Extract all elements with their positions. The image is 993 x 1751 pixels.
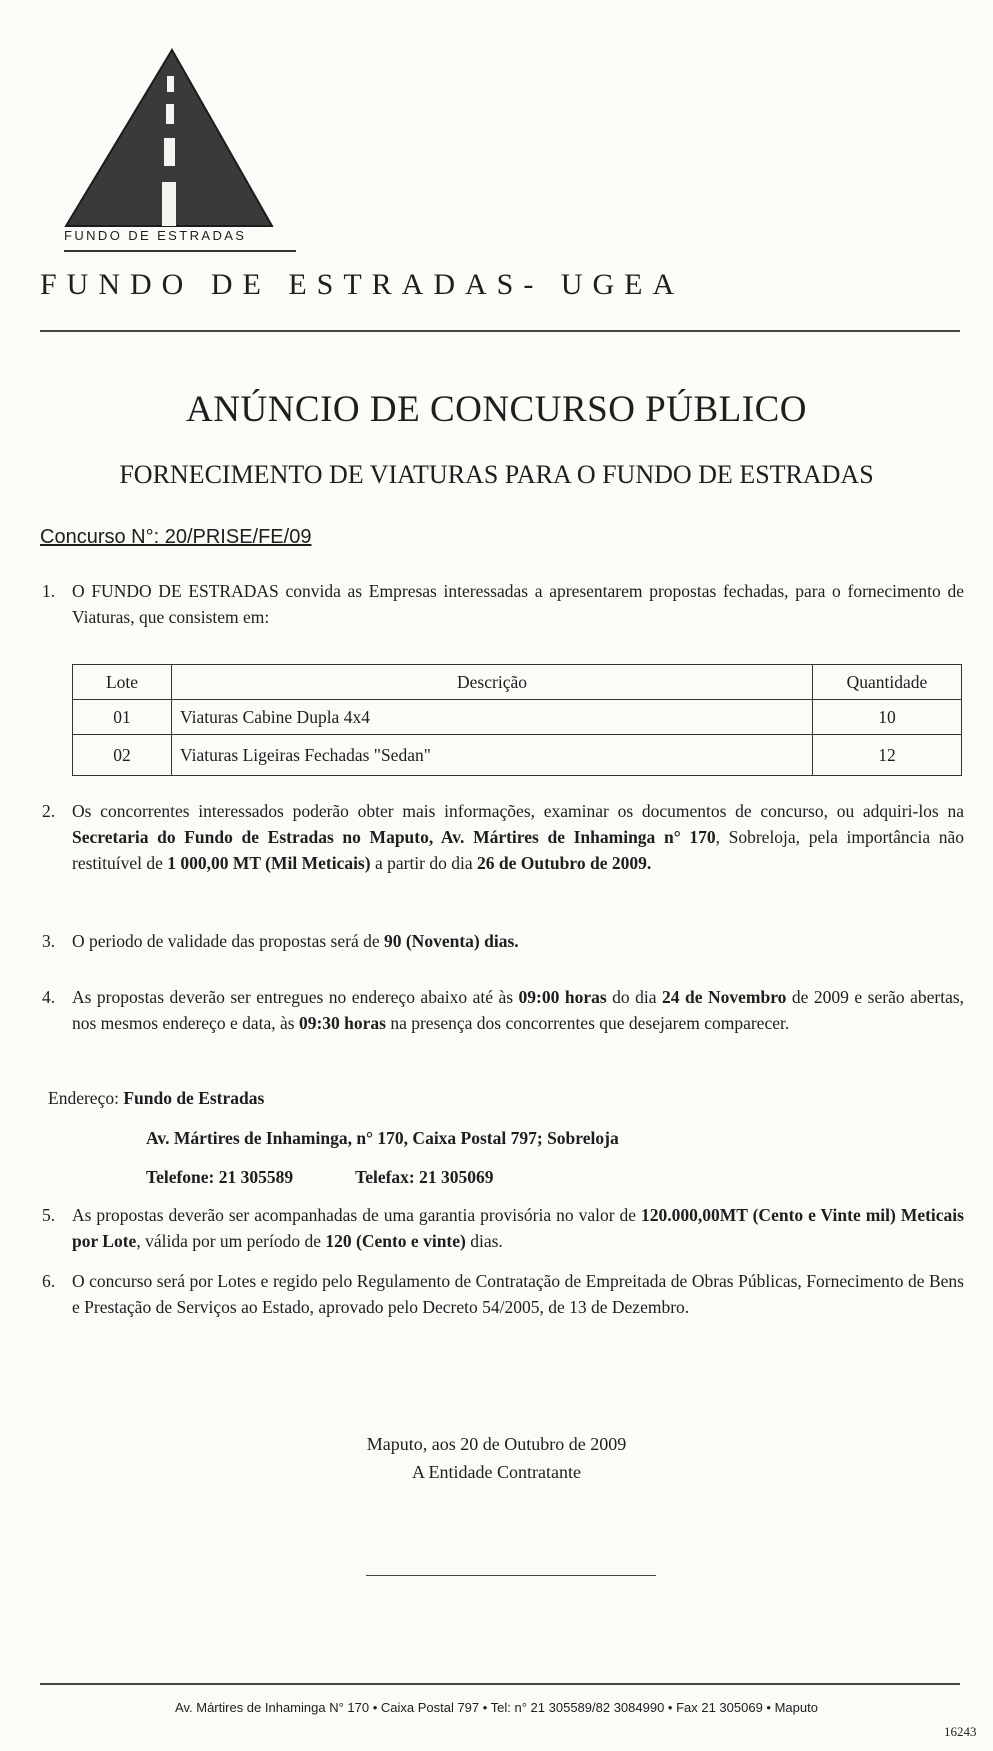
header-quantidade: Quantidade [813, 665, 962, 700]
paragraph-bold: Secretaria do Fundo de Estradas no Maputo, Av. Mártires de Inhaminga n° 170 [72, 827, 716, 847]
fundo-de-estradas-logo [60, 48, 290, 238]
paragraph-bold: 120 (Cento e vinte) [325, 1231, 466, 1251]
address-label-line [48, 1088, 264, 1109]
organization-title: FUNDO DE ESTRADAS- UGEA [40, 268, 685, 301]
paragraph-bold: 09:30 horas [298, 1013, 386, 1033]
header-descricao: Descrição [172, 665, 813, 700]
paragraph-number: 5. [42, 1205, 56, 1225]
table-header-row [73, 665, 962, 700]
paragraph-text: , Sobreloja, pela importância não restituível de [72, 827, 964, 873]
header-rule [40, 330, 960, 332]
address-label: Endereço: [48, 1088, 124, 1108]
paragraph-text: O FUNDO DE ESTRADAS [72, 581, 279, 601]
paragraph-text: O periodo de validade das propostas será de [72, 931, 384, 951]
paragraph-text: na presença dos concorrentes que desejarem comparecer. [385, 1013, 790, 1033]
paragraph-3 [42, 928, 964, 954]
paragraph-text: As propostas deverão ser entregues no endereço abaixo até às [72, 987, 519, 1007]
paragraph-text: O concurso será por Lotes e regido pelo Regulamento de Contratação de Empreitada de Obras Públicas, Fornecimento de Bens e Prestação de Serviços ao Estado, aprovado pelo Decreto 54/2005, de 13 de Dezembro. [72, 1271, 964, 1317]
announcement-subtitle: FORNECIMENTO DE VIATURAS PARA O FUNDO DE ESTRADAS [119, 460, 874, 489]
concurso-number: Concurso N°: 20/PRISE/FE/09 [40, 526, 312, 548]
quantidade-cell: 12 [813, 735, 962, 776]
paragraph-bold: 26 de Outubro de 2009. [477, 853, 652, 873]
logo-rule [64, 250, 296, 252]
address-contacts [146, 1167, 494, 1188]
address-street-text: Av. Mártires de Inhaminga, n° 170, Caixa Postal 797; Sobreloja [146, 1128, 619, 1148]
paragraph-text: dias. [465, 1231, 503, 1251]
lote-cell: 02 [73, 735, 172, 776]
paragraph-5 [42, 1202, 964, 1254]
quantidade-cell: 10 [813, 700, 962, 735]
paragraph-text: , válida por um período de [136, 1231, 326, 1251]
paragraph-bold: 90 (Noventa) dias. [383, 931, 519, 951]
paragraph-number: 3. [42, 931, 56, 951]
paragraph-text: do dia [606, 987, 663, 1007]
address-phone: Telefone: 21 305589 [146, 1167, 294, 1187]
paragraph-6 [42, 1268, 964, 1320]
lote-cell: 01 [73, 700, 172, 735]
paragraph-text: de 2009 e serão abertas, nos mesmos endereço e data, às [72, 987, 965, 1033]
paragraph-bold: 24 de Novembro [662, 987, 787, 1007]
footer-address: Av. Mártires de Inhaminga N° 170 • Caixa Postal 797 • Tel: n° 21 305589/82 3084990 • Fax 21 305069 • Maputo [175, 1700, 818, 1715]
header-lote: Lote [73, 665, 172, 700]
paragraph-text: convida as Empresas interessadas a apresentarem propostas fechadas, para o fornecimento de Viaturas, que consistem em: [72, 581, 964, 627]
paragraph-number: 2. [42, 801, 56, 821]
paragraph-number: 6. [42, 1271, 56, 1291]
paragraph-bold: 1 000,00 MT (Mil Meticais) [167, 853, 371, 873]
lots-table [72, 664, 962, 776]
descricao-cell: Viaturas Cabine Dupla 4x4 [172, 700, 813, 735]
signature-line [366, 1575, 656, 1576]
footer-rule [40, 1683, 960, 1685]
reference-number: 16243 [944, 1724, 977, 1739]
paragraph-text: As propostas deverão ser acompanhadas de uma garantia provisória no valor de [72, 1205, 641, 1225]
address-street [146, 1128, 619, 1149]
paragraph-text: a partir do dia [370, 853, 477, 873]
address-name: Fundo de Estradas [123, 1088, 265, 1108]
place-date: Maputo, aos 20 de Outubro de 2009 [366, 1434, 627, 1454]
table-row [73, 700, 962, 735]
address-fax: Telefax: 21 305069 [355, 1167, 494, 1187]
paragraph-1 [42, 578, 964, 630]
announcement-title: ANÚNCIO DE CONCURSO PÚBLICO [186, 389, 807, 430]
paragraph-4 [42, 984, 964, 1036]
paragraph-bold: 120.000,00MT (Cento e Vinte mil) Meticais por Lote [72, 1205, 964, 1251]
paragraph-bold: 09:00 horas [518, 987, 607, 1007]
logo-caption: FUNDO DE ESTRADAS [64, 228, 247, 243]
paragraph-number: 1. [42, 581, 56, 601]
paragraph-text: Os concorrentes interessados poderão obter mais informações, examinar os documentos de concurso, ou adquiri-los na [72, 801, 964, 821]
descricao-cell: Viaturas Ligeiras Fechadas "Sedan" [172, 735, 813, 776]
table-row [73, 735, 962, 776]
contracting-entity: A Entidade Contratante [412, 1462, 581, 1482]
paragraph-number: 4. [42, 987, 56, 1007]
paragraph-2 [42, 798, 964, 876]
